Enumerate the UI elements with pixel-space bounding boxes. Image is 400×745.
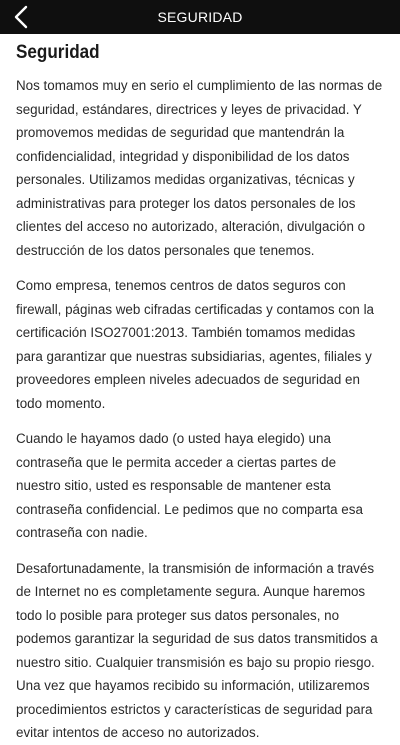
page-title: Seguridad <box>16 42 100 63</box>
paragraph-company-security: Como empresa, tenemos centros de datos seguros con firewall, páginas web cifradas certificadas y contamos con la certificación ISO27001:2013. También tomamos medidas para garantizar que nuestras subsidiarias, agentes, filiales y proveedores empleen niveles adecuados de seguridad en todo momento. <box>16 278 374 411</box>
back-button[interactable] <box>8 3 34 31</box>
paragraph-internet-transmission: Desafortunadamente, la transmisión de información a través de Internet no es completamente segura. Aunque haremos todo lo posible para proteger sus datos personales, no podemos garantizar la seguridad de sus datos transmitidos a nuestro sitio. Cualquier transmisión es bajo su propio riesgo. Una vez que hayamos recibido su información, utilizaremos procedimientos estrictos y características de seguridad para evitar intentos de acceso no autorizados. <box>16 560 378 740</box>
app-bar-title: SEGURIDAD <box>157 9 243 25</box>
chevron-left-icon <box>14 5 28 29</box>
paragraph-intro: Nos tomamos muy en serio el cumplimiento de las normas de seguridad, estándares, directrices y leyes de privacidad. Y promovemos medidas de seguridad que mantendrán la confidencialidad, integridad y disponibilidad de los datos personales. Utilizamos medidas organizativas, técnicas y administrativas para proteger los datos personales de los clientes del acceso no autorizado, alteración, divulgación o destrucción de los datos personales que tenemos. <box>16 78 383 258</box>
paragraph-password: Cuando le hayamos dado (o usted haya elegido) una contraseña que le permita acceder a ciertas partes de nuestro sitio, usted es responsable de mantener esta contraseña confidencial. Le pedimos que no comparta esa contraseña con nadie. <box>16 431 363 540</box>
top-app-bar <box>0 0 400 34</box>
content-area <box>0 34 400 745</box>
